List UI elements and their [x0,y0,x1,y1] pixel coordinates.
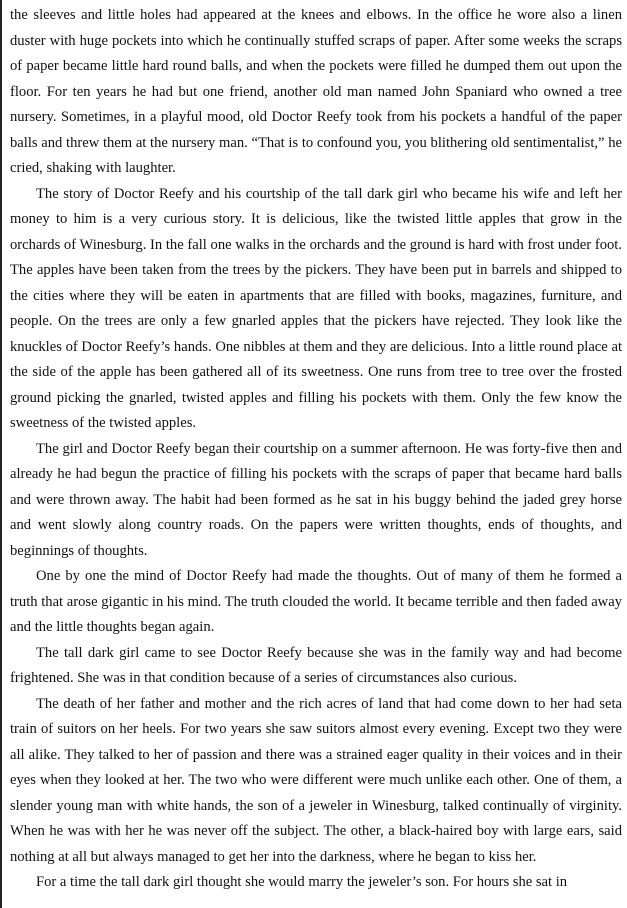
paragraph-2: The story of Doctor Reefy and his courtship of the tall dark girl who became his wife and left her money to him is a very curious story. It is delicious, like the twisted little apples that grow in the orchards of Winesburg. In the fall one walks in the orchards and the ground is hard with frost under foot. The apples have been taken from the trees by the pickers. They have been put in barrels and shipped to the cities where they will be eaten in apartments that are filled with books, magazines, furniture, and people. On the trees are only a few gnarled apples that the pickers have rejected. They look like the knuckles of Doctor Reefy’s hands. One nibbles at them and they are delicious. Into a little round place at the side of the apple has been gathered all of its sweetness. One runs from tree to tree over the frosted ground picking the gnarled, twisted apples and filling his pockets with them. Only the few know the sweetness of the twisted apples. [10,185,622,431]
paragraph-4: One by one the mind of Doctor Reefy had made the thoughts. Out of many of them he formed a truth that arose gigantic in his mind. The truth clouded the world. It became terrible and then faded away and the little thoughts began again. [10,568,622,635]
body-text [10,3,622,896]
paragraph-1: the sleeves and little holes had appeared at the knees and elbows. In the office he wore also a linen duster with huge pockets into which he continually stuffed scraps of paper. After some weeks the scraps of paper became little hard round balls, and when the pockets were filled he dumped them out upon the floor. For ten years he had but one friend, another old man named John Spaniard who owned a tree nursery. Sometimes, in a playful mood, old Doctor Reefy took from his pockets a handful of the paper balls and threw them at the nursery man. “That is to confound you, you blithering old sentimentalist,” he cried, shaking with laughter. [10,7,622,176]
paragraph-7: For a time the tall dark girl thought she would marry the jeweler’s son. For hours she sat in [36,874,568,890]
paragraph-6: The death of her father and mother and the rich acres of land that had come down to her had seta train of suitors on her heels. For two years she saw suitors almost every evening. Except two they were all alike. They talked to her of passion and there was a strained eager quality in their voices and in their eyes when they looked at her. The two who were different were much unlike each other. One of them, a slender young man with white hands, the son of a jeweler in Winesburg, talked continually of virginity. When he was with her he was never off the subject. The other, a black-haired boy with large ears, said nothing at all but always managed to get her into the darkness, where he began to kiss her. [10,695,622,865]
paragraph-3: The girl and Doctor Reefy began their courtship on a summer afternoon. He was forty-five then and already he had begun the practice of filling his pockets with the scraps of paper that became hard balls and were thrown away. The habit had been formed as he sat in his buggy behind the jaded grey horse and went slowly along country roads. On the papers were written thoughts, ends of thoughts, and beginnings of thoughts. [10,440,622,559]
paragraph-5: The tall dark girl came to see Doctor Reefy because she was in the family way and had become frightened. She was in that condition because of a series of circumstances also curious. [10,644,622,686]
